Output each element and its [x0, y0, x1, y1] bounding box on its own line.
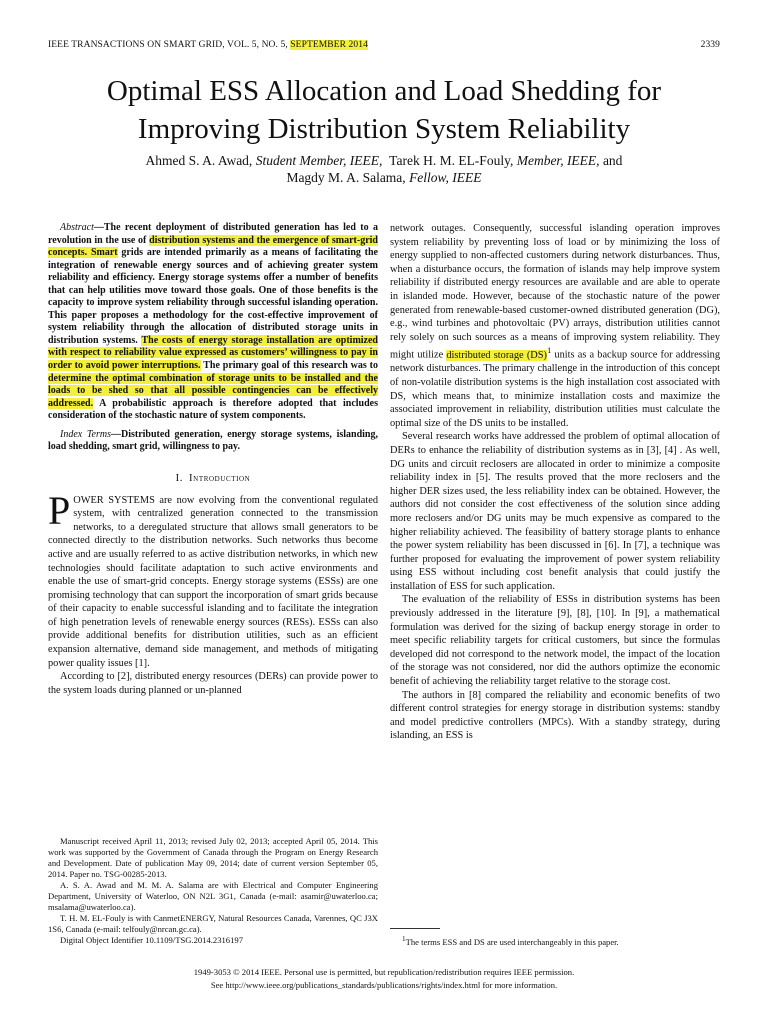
right-column: [390, 222, 720, 743]
paper-title: [40, 72, 728, 148]
title-line-1: Optimal ESS Allocation and Load Shedding for: [106, 75, 662, 107]
abstract-highlight-1: distribution systems and the emergence of smart-grid concepts. Smart: [48, 234, 378, 259]
footnote-marker: 1: [546, 345, 552, 356]
intro-paragraph-2: According to [2], distributed energy resources (DERs) can provide power to the system loads during planned or un-planned: [48, 671, 378, 696]
author-1-role: Student Member, IEEE,: [255, 153, 383, 168]
index-terms: Index Terms—Distributed generation, energy storage systems, islanding, load shedding, smart grid, willingness to pay.: [48, 428, 378, 453]
abstract-highlight-2: The costs of energy storage installation are optimized with respect to reliability value expressed as customers’ willingness to pay in order to avoid power interruptions.: [48, 334, 378, 372]
highlighted-term: distributed storage (DS): [446, 349, 547, 361]
abstract-highlight-3: determine the optimal combination of storage units to be installed and the loads to be shed so that all possible contingencies can be effectively addressed.: [48, 372, 378, 409]
author-3-role: Fellow, IEEE: [409, 170, 482, 185]
copyright-notice: [48, 966, 720, 992]
footnote-doi: Digital Object Identifier 10.1109/TSG.2014.2316197: [60, 935, 243, 945]
left-column: [48, 222, 378, 697]
section-number: I.: [175, 472, 184, 484]
right-paragraph-3: The evaluation of the reliability of ESSs in distribution systems has been previously addressed in the literature [9], [8], [10]. In [9], a mathematical formulation was derived for the sizing of backup energy storage in order to meet specific reliability targets for critical customers, but since the formulas developed did not correspond to the network model, the impact of the location of the storage was not considered, nor did the authors optimize the economic benefit of achieving the reliability target relative to the storage cost.: [390, 594, 720, 688]
abstract-label: Abstract: [60, 222, 94, 233]
footnote-affiliation-2: T. H. M. EL-Fouly is with CanmetENERGY, Natural Resources Canada, Varennes, QC J3X 1S6, Canada (e-mail: telfouly@nrcan.gc.ca).: [48, 913, 378, 934]
copyright-line: 1949-3053 © 2014 IEEE. Personal use is permitted, but republication/redistribution requires IEEE permission.: [193, 967, 575, 977]
right-paragraph-1: network outages. Consequently, successful islanding operation improves system reliability by preventing loss of load or by minimizing the loss of energy supplied to non-affected customers during network disturbances. Thus, when a disturbance occurs, the formation of islands may help improve system reliability if distributed energy resources are available and are able to operate in islanded mode. However, because of the stochastic nature of the power generated from renewable-based customer-owned distributed generation (DG), e.g., wind turbines and photovoltaic (PV) arrays, distribution utilities cannot rely solely on such sources as a means of improving system reliability. They might utilize distributed storage (DS)$^1$ units as a backup source for addressing network disturbances. The primary challenge in the introduction of this concept of non-volatile distribution systems is the high installation cost associated with DS, which means that, to minimize installation costs and maximize the associated improvement in reliability, distribution utilities must calculate the optimal size of the DS units to be installed.: [390, 223, 720, 429]
footnote-rule: [390, 928, 440, 929]
footnote-number: 1: [402, 935, 406, 943]
author-2-role: Member, IEEE,: [516, 153, 600, 168]
right-paragraph-4: The authors in [8] compared the reliability and economic benefits of two different control strategies for energy storage in distribution systems: standby and model predictive controllers (MPCs). With a standby strategy, during islanding, an ESS is: [390, 689, 720, 742]
footnote-affiliation-1: A. S. A. Awad and M. M. A. Salama are with Electrical and Computer Engineering Department, University of Waterloo, ON N2L 3G1, Canada (e-mail: asamir@uwaterloo.ca; msalama@uwaterloo.ca).: [48, 880, 378, 912]
permissions-link[interactable]: See http://www.ieee.org/publications_standards/publications/rights/index.html for more information.: [210, 980, 558, 990]
journal-name: IEEE TRANSACTIONS ON SMART GRID, VOL. 5, NO. 5, SEPTEMBER 2014: [48, 40, 368, 50]
section-title: Introduction: [189, 472, 251, 484]
right-paragraph-2: Several research works have addressed the problem of optimal allocation of DERs to enhance the reliability of distribution systems as in [3], [4] . As well, DG units and circuit reclosers are allocated in order to minimize a composite reliability index in [5]. The results proved that the more reclosers and the higher DER sizes used, the less reliability index can be obtained. However, the authors did not consider the cost effectiveness of the solution since adding more reclosers and/or DG units may be much expensive as compared to the higher reliability achieved. The feasibility of battery storage plants to enhance the power system reliability has been discussed in [6]. In [7], a technique was further proposed for evaluating the improvement of power system reliability using ESS without including cost benefit analysis that could justify the installation of ESS for such application.: [390, 431, 720, 592]
intro-paragraph-1: POWER SYSTEMS are now evolving from the conventional regulated system, with centralized generation connected to the transmission networks, to a deregulated structure that allows small generators to be connected directly to the distribution networks. Such networks thus become active and are usually referred to as active distribution networks, in which new technologies should facilitate adaptation to such active environments and enable the use of smart-grid concepts. Energy storage systems (ESSs) are one promising technology that can support the incorporation of smart grids because of their capacity to enable successful islanding and to facilitate the integration of high penetration levels of renewable energy sources (RESs). ESSs can also provide additional benefits for distribution utilities, such as an efficient expansion alternative, demand side management, and methods of mitigating power quality issues [1].: [48, 487, 378, 669]
author-list: [40, 152, 728, 186]
abstract: Abstract—The recent deployment of distributed generation has led to a revolution in the use of distribution systems and the emergence of smart-grid concepts. Smart grids are intended primarily as a means of facilitating the integration of renewable energy sources and of achieving greater system reliability and efficiency. Energy storage systems offer a number of benefits that can help utilities move toward those goals. One of those benefits is the capacity to improve system reliability through successful islanding operation. This paper proposes a methodology for the cost-effective improvement of system reliability through the allocation of distributed storage units in distribution systems. The costs of energy storage installation are optimized with respect to reliability value expressed as customers’ willingness to pay in order to avoid power interruptions. The primary goal of this research was to determine the optimal combination of storage units to be installed and the loads to be shed so that all possible contingencies can be effectively addressed. A probabilistic approach is therefore adopted that includes consideration of the stochastic nature of system components.: [48, 222, 378, 422]
highlighted-date: SEPTEMBER 2014: [290, 40, 368, 50]
page-number: 2339: [700, 40, 720, 50]
index-terms-label: Index Terms: [60, 428, 111, 440]
author-conjunction: and: [602, 153, 623, 168]
author-2-name: Tarek H. M. EL-Fouly,: [389, 153, 514, 168]
footnote-manuscript: Manuscript received April 11, 2013; revised July 02, 2013; accepted April 05, 2014. This work was supported by the Government of Canada through the Program on Energy Research and Development. Date of publication May 09, 2014; date of current version September 05, 2014. Paper no. TSG-00285-2013.: [48, 836, 378, 879]
footnote-terms: $^1$The terms ESS and DS are used interchangeably in this paper.: [402, 935, 619, 947]
author-1-name: Ahmed S. A. Awad,: [145, 153, 253, 168]
running-header: [48, 40, 720, 54]
author-3-name: Magdy M. A. Salama,: [286, 170, 406, 185]
title-line-2: Improving Distribution System Reliability: [137, 113, 631, 145]
section-heading: [48, 472, 378, 486]
drop-cap: P: [48, 487, 71, 533]
manuscript-footnotes: [48, 836, 378, 946]
